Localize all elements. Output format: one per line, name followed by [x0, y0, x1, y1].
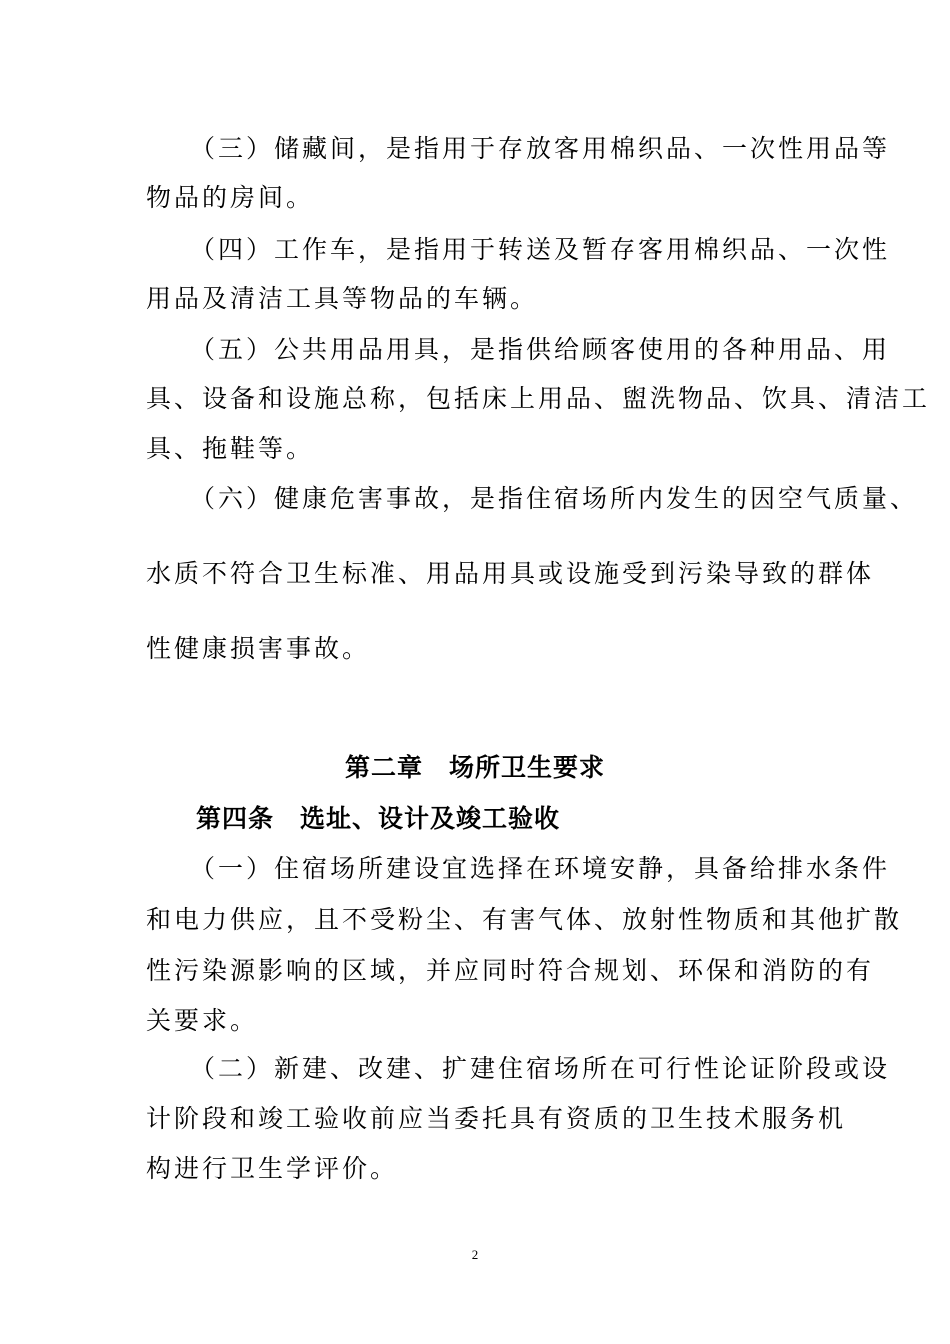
paragraph-line: （四）工作车，是指用于转送及暂存客用棉织品、一次性 — [190, 235, 891, 264]
article-line: 构进行卫生学评价。 — [146, 1154, 399, 1183]
chapter-title: 第二章 场所卫生要求 — [344, 753, 605, 782]
page-number: 2 — [471, 1247, 479, 1262]
article-title: 第四条 选址、设计及竣工验收 — [196, 804, 561, 833]
paragraph-line: 具、拖鞋等。 — [146, 434, 315, 463]
article-line: （一）住宿场所建设宜选择在环境安静，具备给排水条件 — [190, 854, 891, 883]
paragraph-line: （三）储藏间，是指用于存放客用棉织品、一次性用品等 — [190, 134, 891, 163]
paragraph-line: 物品的房间。 — [146, 183, 315, 212]
paragraph-line: 水质不符合卫生标准、用品用具或设施受到污染导致的群体 — [146, 559, 875, 588]
article-line: 计阶段和竣工验收前应当委托具有资质的卫生技术服务机 — [146, 1104, 847, 1133]
article-line: 和电力供应，且不受粉尘、有害气体、放射性物质和其他扩散 — [146, 905, 903, 934]
article-line: 关要求。 — [146, 1006, 259, 1035]
article-line: 性污染源影响的区域，并应同时符合规划、环保和消防的有 — [146, 956, 875, 985]
paragraph-line: 具、设备和设施总称，包括床上用品、盥洗物品、饮具、清洁工 — [146, 384, 931, 413]
paragraph-line: 用品及清洁工具等物品的车辆。 — [146, 284, 539, 313]
article-line: （二）新建、改建、扩建住宿场所在可行性论证阶段或设 — [190, 1054, 891, 1083]
paragraph-line: （五）公共用品用具，是指供给顾客使用的各种用品、用 — [190, 335, 891, 364]
paragraph-line: 性健康损害事故。 — [146, 634, 371, 663]
paragraph-line: （六）健康危害事故，是指住宿场所内发生的因空气质量、 — [190, 484, 919, 513]
